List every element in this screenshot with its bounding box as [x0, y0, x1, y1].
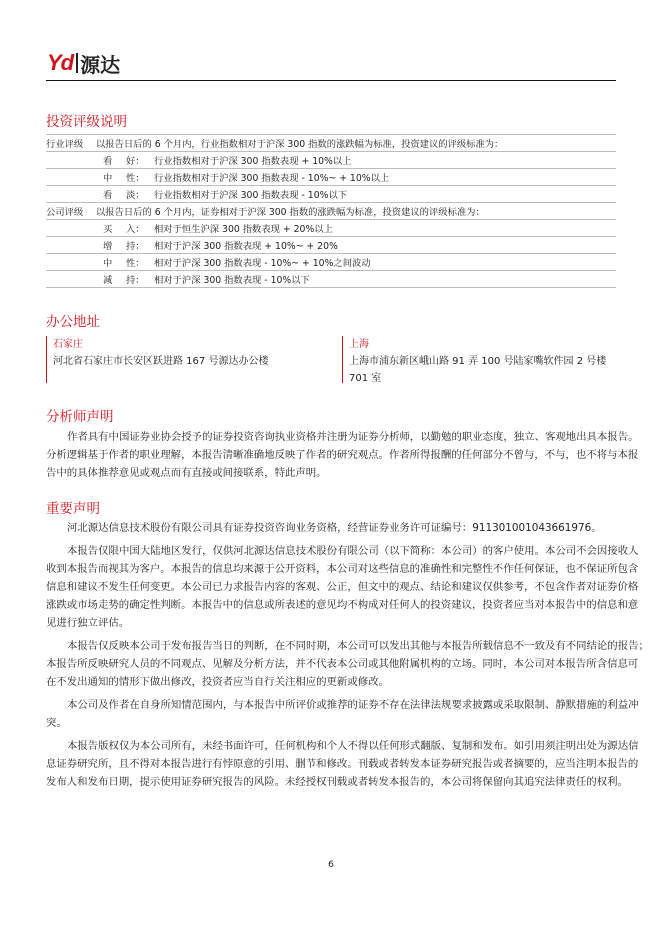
office-heading: 办公地址 — [46, 314, 100, 330]
rating-level: 看 — [96, 152, 126, 169]
rating-criteria: 相对于沪深 300 指数表现 + 10%~ + 20% — [154, 237, 616, 254]
paragraph-line: 息证券研究所，且不得对本报告进行有悖原意的引用、删节和修改。刊载或者转发本证券研究报告或者摘要的，应当注明本报告的 — [46, 758, 639, 770]
paragraph-line: 本报告所反映研究人员的不同观点、见解及分析方法，并不代表本公司或其他附属机构的立场。同时，本公司对本报告所含信息可 — [46, 658, 639, 670]
paragraph-line: 突。 — [46, 717, 67, 729]
rating-level-suffix: 淡： — [126, 186, 154, 203]
rating-level-suffix: 持： — [126, 237, 154, 254]
page-number: 6 — [328, 860, 334, 870]
paragraph-line: 涨跌或市场走势的确定性判断。本报告中的信息或所表述的意见均不构成对任何人的投资建议，投资者应当对本报告中的信息和意 — [46, 599, 639, 611]
rating-level-suffix: 性： — [126, 254, 154, 271]
rating-row — [46, 135, 616, 152]
paragraph — [46, 428, 639, 482]
rating-category: 行业评级 — [46, 135, 96, 152]
rating-row — [46, 169, 616, 186]
paragraph-line: 信息和建议不发生任何变更。本公司已力求报告内容的客观、公正，但文中的观点、结论和建议仅供参考，不包含作者对证券价格 — [46, 581, 639, 593]
office-city: 石家庄 — [53, 339, 83, 350]
paragraph-line: 见进行独立评估。 — [46, 617, 130, 629]
rating-criteria: 行业指数相对于沪深 300 指数表现 - 10%~ + 10%以上 — [154, 169, 616, 186]
paragraph — [46, 519, 616, 537]
rating-category — [46, 271, 96, 288]
disclaimer-heading: 重要声明 — [46, 501, 100, 517]
rating-level: 中 — [96, 169, 126, 186]
paragraph-line: 本报告版权仅为本公司所有，未经书面许可，任何机构和个人不得以任何形式翻版、复制和发布。如引用须注明出处为源达信 — [67, 740, 639, 752]
rating-level: 减 — [96, 271, 126, 288]
rating-row — [46, 186, 616, 203]
rating-criteria: 行业指数相对于沪深 300 指数表现 + 10%以上 — [154, 152, 616, 169]
analyst-statement — [46, 428, 639, 482]
rating-criteria: 行业指数相对于沪深 300 指数表现 - 10%以下 — [154, 186, 616, 203]
rating-category: 公司评级 — [46, 203, 96, 220]
logo-divider — [76, 53, 78, 73]
office-city: 上海 — [349, 339, 369, 350]
paragraph-line: 本公司及作者在自身所知情范围内，与本报告中所评价或推荐的证券不存在法律法规要求披露或采取限制、静默措施的利益冲 — [67, 699, 639, 711]
rating-table — [46, 134, 616, 288]
paragraph-line: 收到本报告而视其为客户。本报告的信息均来源于公开资料，本公司对这些信息的准确性和完整性不作任何保证，也不保证所包含 — [46, 563, 639, 575]
rating-row — [46, 237, 616, 254]
rating-category — [46, 254, 96, 271]
analyst-heading: 分析师声明 — [46, 409, 114, 425]
office-address: 河北省石家庄市长安区跃进路 167 号源达办公楼 — [53, 356, 269, 367]
office-shanghai — [342, 336, 617, 383]
office-shijiazhuang — [46, 336, 331, 383]
rating-category — [46, 186, 96, 203]
rating-level: 增 — [96, 237, 126, 254]
rating-level-suffix: 入： — [126, 220, 154, 237]
paragraph-line: 作者具有中国证券业协会授予的证券投资咨询执业资格并注册为证券分析师，以勤勉的职业态度，独立、客观地出具本报告。 — [67, 431, 639, 443]
paragraph-line: 河北源达信息技术股份有限公司具有证券投资咨询业务资格，经营证券业务许可证编号：911301001043661976。 — [67, 522, 602, 534]
rating-criteria: 相对于沪深 300 指数表现 - 10%以下 — [154, 271, 616, 288]
rating-criteria: 相对于沪深 300 指数表现 - 10%~ + 10%之间波动 — [154, 254, 616, 271]
header-rule — [46, 80, 616, 81]
rating-category — [46, 220, 96, 237]
disclaimer-body — [46, 519, 649, 791]
rating-category — [46, 237, 96, 254]
logo-mark: Yd — [47, 50, 74, 75]
rating-level-suffix: 好： — [126, 152, 154, 169]
paragraph-line: 本报告仅限中国大陆地区发行，仅供河北源达信息技术股份有限公司（以下简称：本公司）的客户使用。本公司不会因接收人 — [67, 545, 639, 557]
rating-level: 中 — [96, 254, 126, 271]
rating-row — [46, 220, 616, 237]
rating-row — [46, 271, 616, 288]
rating-category — [46, 169, 96, 186]
rating-level-suffix: 持： — [126, 271, 154, 288]
rating-level: 看 — [96, 186, 126, 203]
paragraph — [46, 637, 649, 691]
rating-criteria: 相对于恒生沪深 300 指数表现 + 20%以上 — [154, 220, 616, 237]
rating-level: 买 — [96, 220, 126, 237]
paragraph-line: 在不发出通知的情形下做出修改，投资者应当自行关注相应的更新或修改。 — [46, 676, 389, 688]
paragraph-line: 发布人和发布日期，提示使用证券研究报告的风险。未经授权刊载或者转发本报告的，本公司将保留向其追究法律责任的权利。 — [46, 776, 628, 788]
paragraph-line: 本报告仅反映本公司于发布报告当日的判断，在不同时期，本公司可以发出其他与本报告所载信息不一致及有不同结论的报告； — [67, 640, 649, 652]
rating-heading: 投资评级说明 — [46, 114, 127, 130]
rating-row — [46, 254, 616, 271]
paragraph — [46, 696, 639, 732]
rating-description: 以报告日后的 6 个月内，证券相对于沪深 300 指数的涨跌幅为标准，投资建议的评级标准为： — [96, 203, 616, 220]
paragraph-line: 分析逻辑基于作者的职业理解，本报告清晰准确地反映了作者的研究观点。作者所得报酬的任何部分不曾与，不与，也不将与本报 — [46, 449, 639, 461]
paragraph — [46, 542, 639, 632]
rating-level-suffix: 性： — [126, 169, 154, 186]
rating-row — [46, 152, 616, 169]
rating-description: 以报告日后的 6 个月内，行业指数相对于沪深 300 指数的涨跌幅为标准，投资建议的评级标准为： — [96, 135, 616, 152]
yuanda-logo — [47, 50, 120, 76]
rating-row — [46, 203, 616, 220]
office-address: 上海市浦东新区峨山路 91 弄 100 号陆家嘴软件园 2 号楼 701 室 — [349, 356, 607, 384]
logo-name: 源达 — [80, 52, 121, 77]
paragraph-line: 告中的具体推荐意见或观点而有直接或间接联系，特此声明。 — [46, 467, 327, 479]
paragraph — [46, 737, 639, 791]
rating-category — [46, 152, 96, 169]
